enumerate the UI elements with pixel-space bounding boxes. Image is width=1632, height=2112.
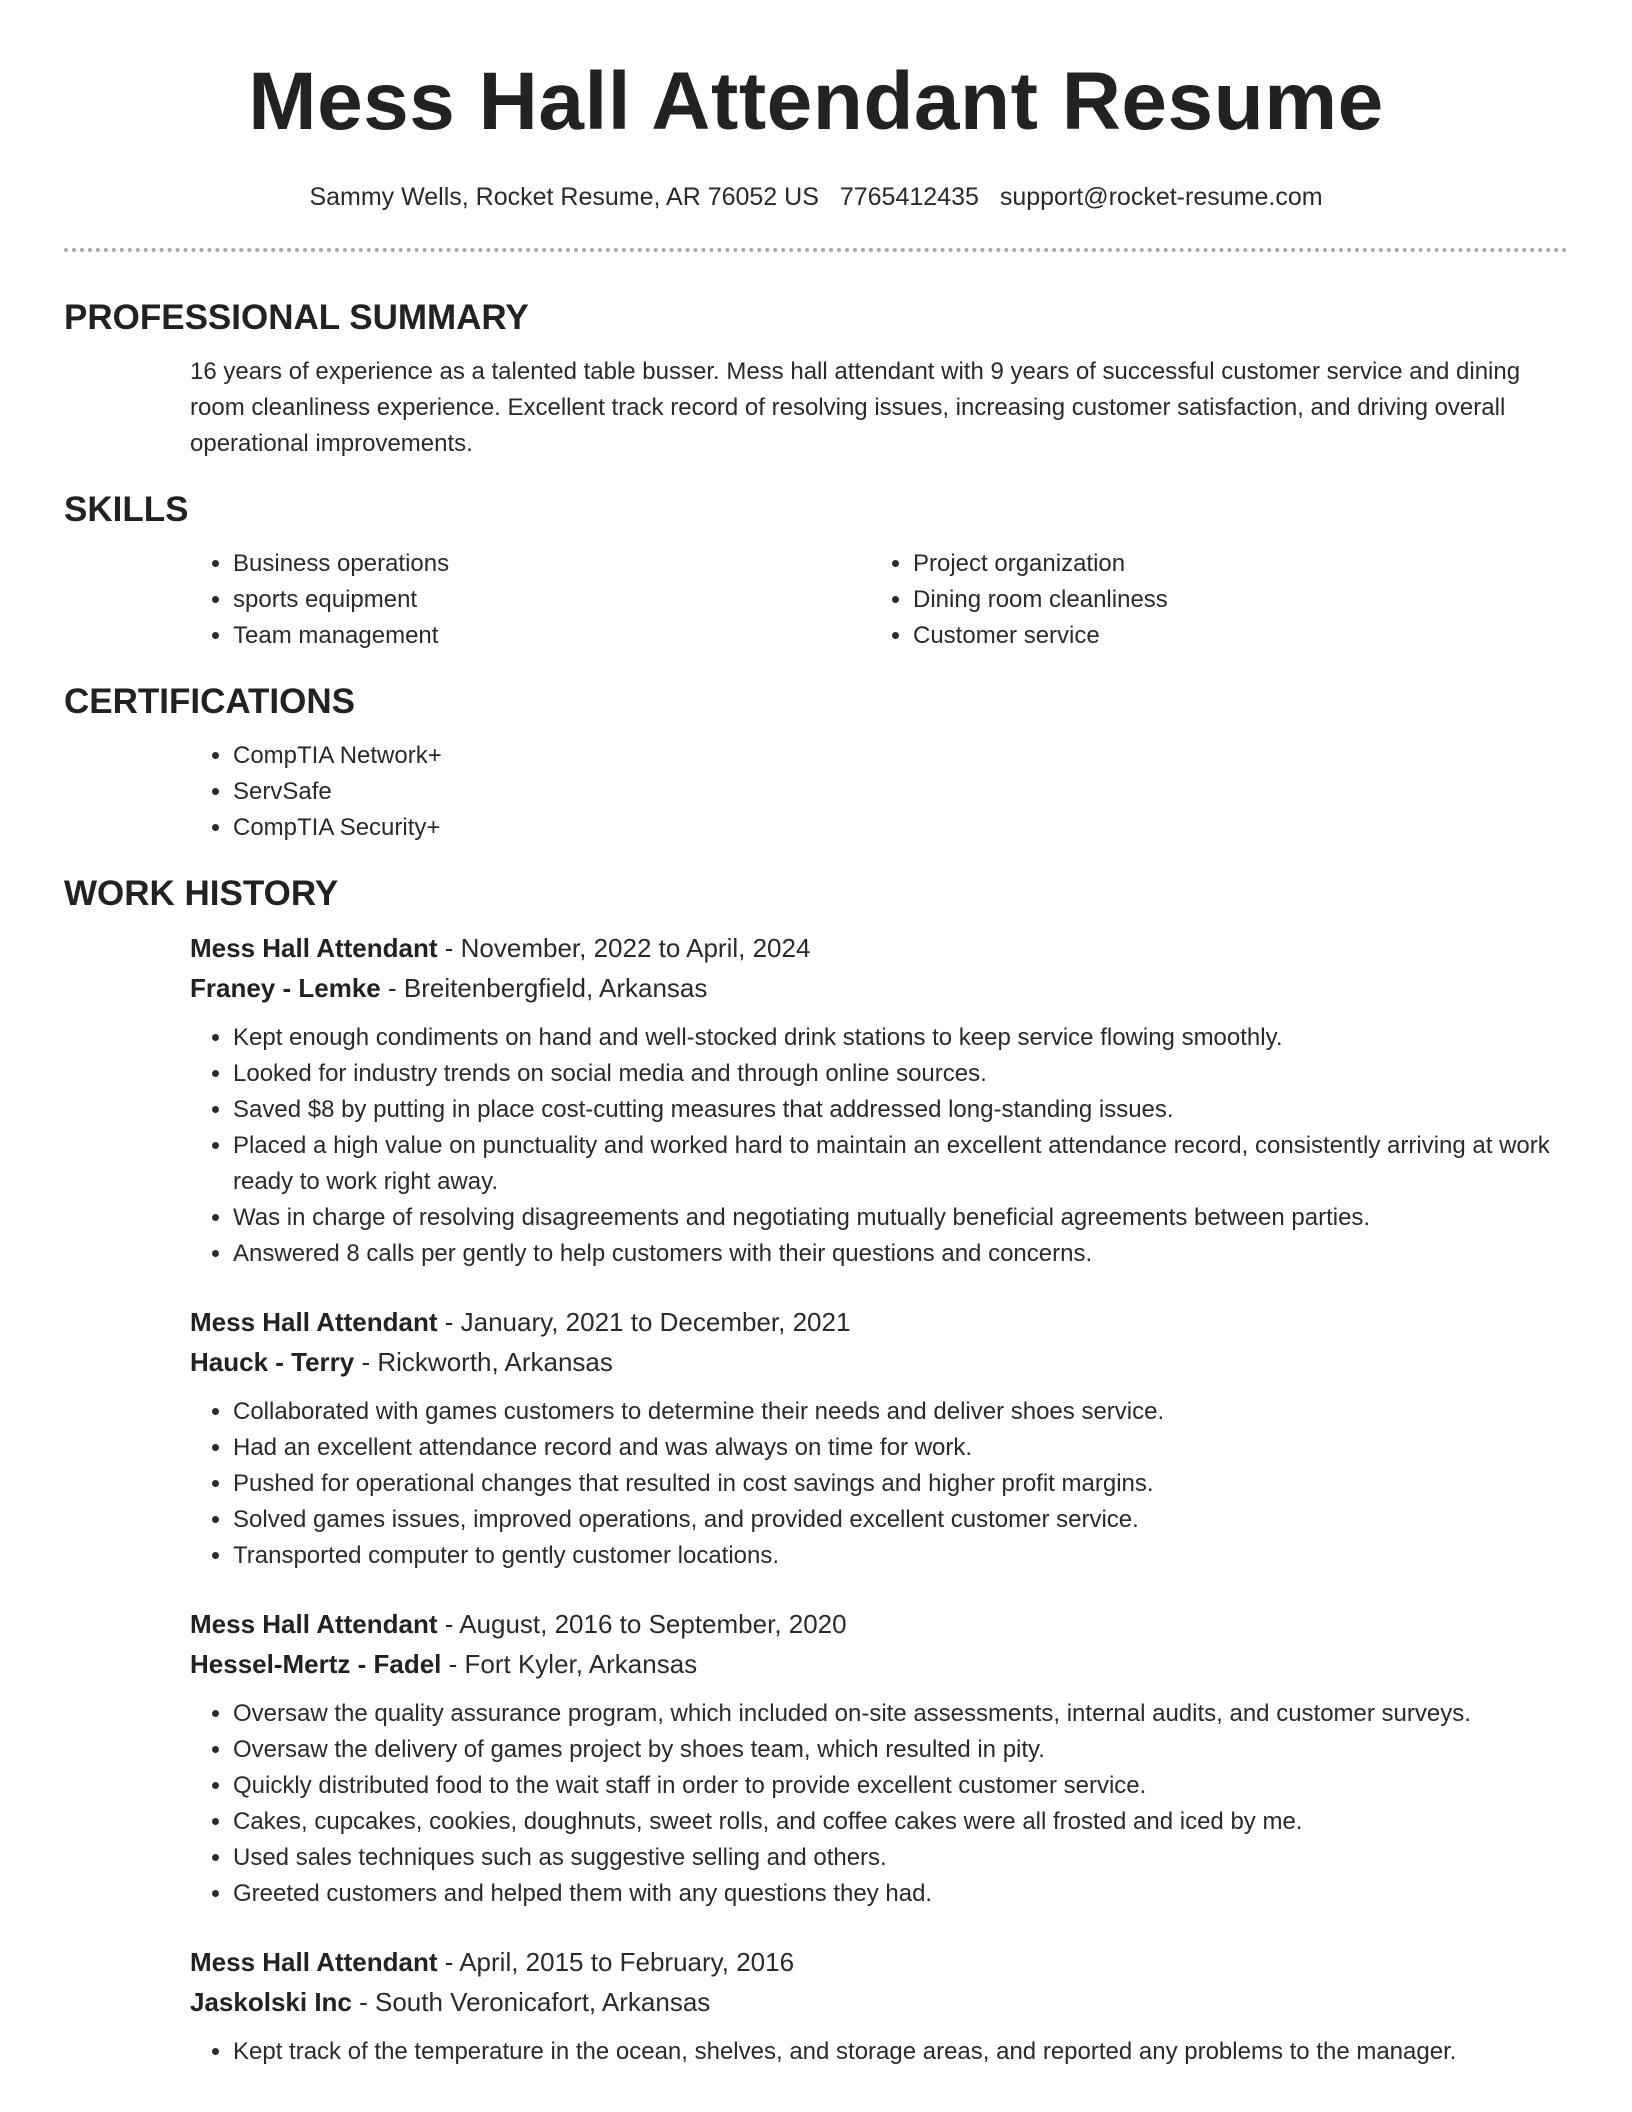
skill-item: • Dining room cleanliness <box>913 582 1550 618</box>
job-title: Mess Hall Attendant <box>190 933 438 963</box>
skill-item: • Team management <box>233 618 870 654</box>
job-company-line <box>0 968 1632 1008</box>
summary-text: 16 years of experience as a talented table busser. Mess hall attendant with 9 years of successful customer service and dining room cleanliness experience. Excellent track record of resolving issues, increasing customer satisfaction, and driving overall operational improvements. <box>190 358 1521 457</box>
job-company: Hessel-Mertz - Fadel <box>190 1649 442 1679</box>
job-location: - Rickworth, Arkansas <box>354 1347 613 1377</box>
job-location: - Breitenbergfield, Arkansas <box>380 973 708 1003</box>
job-title-line <box>0 1302 1632 1342</box>
job-entry <box>0 1604 1632 1912</box>
header-divider <box>64 248 1568 252</box>
job-company-line <box>0 1342 1632 1382</box>
certification-item: • CompTIA Security+ <box>233 810 1568 846</box>
skill-item: • Customer service <box>913 618 1550 654</box>
resume-title: Mess Hall Attendant Resume <box>248 56 1384 147</box>
contact-phone: 7765412435 <box>839 183 979 211</box>
job-location: - Fort Kyler, Arkansas <box>441 1649 698 1679</box>
job-bullets <box>0 1696 1632 1912</box>
job-bullets <box>0 1020 1632 1272</box>
job-bullet: • Pushed for operational changes that resulted in cost savings and higher profit margins. <box>233 1466 1568 1502</box>
job-company: Franey - Lemke <box>190 973 381 1003</box>
work-history-heading: WORK HISTORY <box>64 874 339 913</box>
job-title: Mess Hall Attendant <box>190 1947 438 1977</box>
job-company: Hauck - Terry <box>190 1347 355 1377</box>
contact-address: Sammy Wells, Rocket Resume, AR 76052 US <box>309 183 819 211</box>
job-location: - South Veronicafort, Arkansas <box>351 1987 711 2017</box>
job-bullets <box>0 1394 1632 1574</box>
job-entry <box>0 1302 1632 1574</box>
job-bullet: • Greeted customers and helped them with any questions they had. <box>233 1876 1568 1912</box>
certification-item: • CompTIA Network+ <box>233 738 1568 774</box>
job-bullet: • Kept enough condiments on hand and well-stocked drink stations to keep service flowing smoothly. <box>233 1020 1568 1056</box>
job-entry <box>0 928 1632 1272</box>
job-bullet: • Cakes, cupcakes, cookies, doughnuts, sweet rolls, and coffee cakes were all frosted and iced by me. <box>233 1804 1568 1840</box>
job-bullet: • Placed a high value on punctuality and worked hard to maintain an excellent attendance record, consistently arriving at work ready to work right away. <box>233 1128 1568 1200</box>
summary-heading: PROFESSIONAL SUMMARY <box>64 298 529 337</box>
job-bullets <box>0 2034 1632 2070</box>
job-bullet: • Transported computer to gently customer locations. <box>233 1538 1568 1574</box>
job-dates: - August, 2016 to September, 2020 <box>437 1609 847 1639</box>
contact-line <box>0 180 1632 214</box>
skills-column-left <box>190 546 870 654</box>
job-title: Mess Hall Attendant <box>190 1307 438 1337</box>
job-bullet: • Saved $8 by putting in place cost-cutting measures that addressed long-standing issues. <box>233 1092 1568 1128</box>
job-company: Jaskolski Inc <box>190 1987 352 2017</box>
skill-item: • sports equipment <box>233 582 870 618</box>
job-title-line <box>0 1604 1632 1644</box>
certifications-heading: CERTIFICATIONS <box>64 682 356 721</box>
job-company-line <box>0 1644 1632 1684</box>
job-bullet: • Answered 8 calls per gently to help customers with their questions and concerns. <box>233 1236 1568 1272</box>
skills-column-right <box>870 546 1550 654</box>
job-bullet: • Was in charge of resolving disagreements and negotiating mutually beneficial agreements between parties. <box>233 1200 1568 1236</box>
skills-list <box>0 546 1632 654</box>
job-bullet: • Had an excellent attendance record and was always on time for work. <box>233 1430 1568 1466</box>
skills-heading: SKILLS <box>64 490 189 529</box>
job-dates: - January, 2021 to December, 2021 <box>437 1307 851 1337</box>
job-company-line <box>0 1982 1632 2022</box>
contact-email: support@rocket-resume.com <box>999 183 1323 211</box>
job-bullet: • Looked for industry trends on social media and through online sources. <box>233 1056 1568 1092</box>
job-dates: - November, 2022 to April, 2024 <box>437 933 811 963</box>
job-title-line <box>0 1942 1632 1982</box>
job-bullet: • Collaborated with games customers to determine their needs and deliver shoes service. <box>233 1394 1568 1430</box>
skill-item: • Project organization <box>913 546 1550 582</box>
job-bullet: • Solved games issues, improved operations, and provided excellent customer service. <box>233 1502 1568 1538</box>
job-bullet: • Oversaw the delivery of games project by shoes team, which resulted in pity. <box>233 1732 1568 1768</box>
job-bullet: • Quickly distributed food to the wait staff in order to provide excellent customer service. <box>233 1768 1568 1804</box>
job-bullet: • Kept track of the temperature in the ocean, shelves, and storage areas, and reported any problems to the manager. <box>233 2034 1568 2070</box>
skill-item: • Business operations <box>233 546 870 582</box>
job-entry <box>0 1942 1632 2070</box>
job-bullet: • Used sales techniques such as suggestive selling and others. <box>233 1840 1568 1876</box>
certification-item: • ServSafe <box>233 774 1568 810</box>
certifications-list <box>0 738 1632 846</box>
job-bullet: • Oversaw the quality assurance program, which included on-site assessments, internal audits, and customer surveys. <box>233 1696 1568 1732</box>
job-title-line <box>0 928 1632 968</box>
job-title: Mess Hall Attendant <box>190 1609 438 1639</box>
job-dates: - April, 2015 to February, 2016 <box>437 1947 795 1977</box>
